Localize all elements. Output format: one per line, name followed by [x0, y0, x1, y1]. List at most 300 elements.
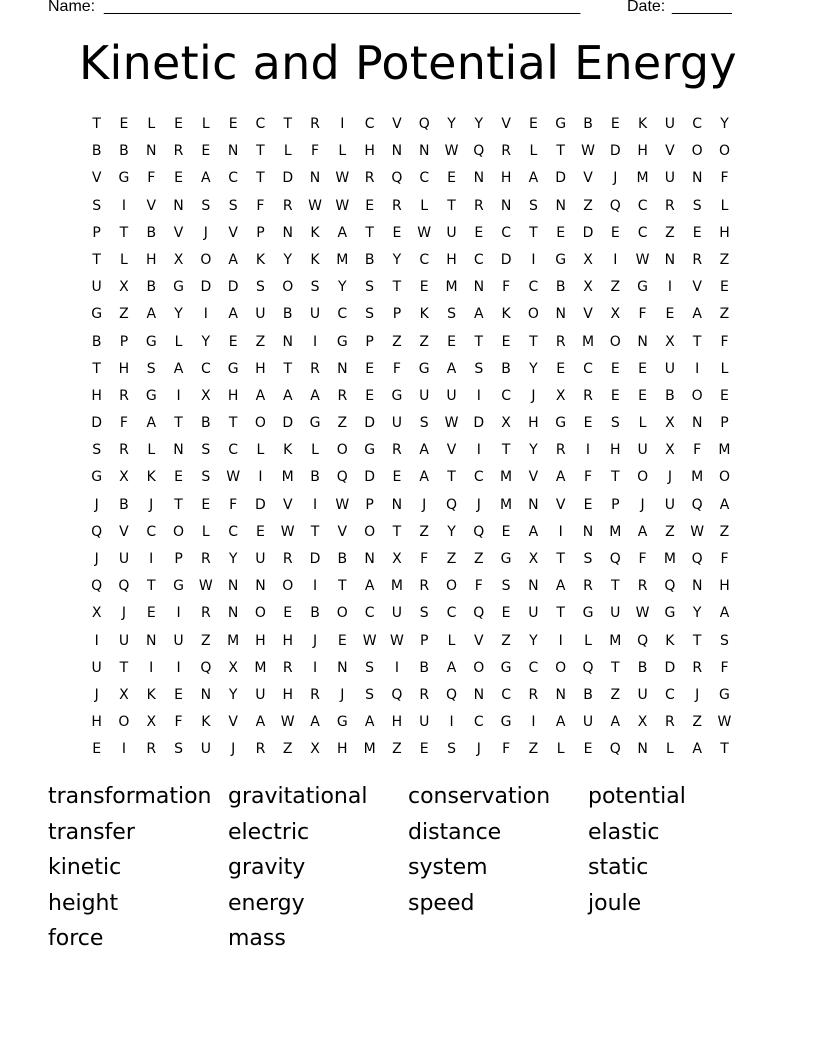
grid-cell: N — [337, 659, 348, 676]
grid-cell: R — [473, 197, 484, 214]
grid-cell: E — [228, 116, 238, 132]
grid-cell: V — [583, 306, 593, 323]
grid-cell: O — [254, 605, 266, 622]
grid-cell: A — [255, 387, 266, 404]
grid-cell: E — [610, 387, 620, 404]
grid-cell: I — [94, 632, 99, 649]
grid-cell: C — [419, 251, 430, 268]
grid-cell: S — [692, 197, 702, 214]
grid-cell: W — [280, 523, 295, 540]
grid-cell: O — [637, 469, 649, 486]
grid-cell: A — [337, 224, 348, 241]
grid-cell: M — [718, 442, 731, 459]
grid-cell: U — [309, 306, 321, 323]
grid-cell: T — [692, 632, 702, 649]
grid-cell: Q — [691, 496, 703, 513]
grid-cell: Q — [582, 659, 594, 676]
grid-cell: Z — [419, 333, 429, 350]
grid-cell: Q — [445, 496, 458, 513]
grid-cell: X — [555, 387, 566, 404]
grid-cell: F — [174, 714, 183, 731]
grid-cell: P — [720, 415, 729, 432]
grid-cell: W — [635, 605, 650, 622]
grid-cell: A — [364, 714, 375, 731]
word-bank-item: gravity — [228, 855, 306, 881]
grid-cell: Z — [255, 333, 266, 350]
word-bank — [48, 779, 768, 957]
grid-cell: K — [146, 469, 156, 486]
grid-cell: N — [227, 143, 239, 160]
grid-cell: G — [500, 714, 512, 731]
grid-cell: N — [691, 170, 703, 187]
grid-cell: N — [337, 360, 348, 377]
grid-cell: Z — [119, 306, 129, 323]
grid-cell: N — [391, 496, 403, 513]
grid-cell: H — [118, 360, 130, 377]
grid-cell: U — [637, 442, 648, 459]
grid-cell: M — [227, 632, 240, 649]
grid-cell: Q — [473, 523, 485, 540]
grid-cell: I — [476, 442, 481, 459]
grid-cell: W — [690, 523, 705, 540]
grid-cell: G — [91, 469, 103, 486]
grid-cell: U — [391, 605, 403, 622]
grid-cell: N — [227, 605, 239, 622]
grid-cell: I — [176, 605, 181, 622]
grid-cell: T — [310, 523, 320, 540]
grid-cell: V — [392, 116, 402, 132]
grid-cell: K — [419, 306, 429, 323]
grid-cell: E — [392, 469, 402, 486]
grid-cell: Q — [609, 197, 621, 214]
grid-cell: O — [336, 605, 348, 622]
grid-cell: R — [200, 605, 211, 622]
grid-cell: I — [476, 387, 481, 404]
grid-cell: Q — [91, 523, 103, 540]
grid-cell: K — [201, 714, 211, 731]
grid-cell: D — [364, 415, 375, 432]
grid-cell: I — [531, 251, 536, 268]
grid-cell: T — [92, 251, 101, 268]
grid-cell: W — [444, 415, 459, 432]
grid-cell: U — [664, 170, 675, 187]
grid-cell: Q — [637, 632, 649, 649]
grid-cell: G — [500, 659, 512, 676]
grid-cell: D — [664, 659, 676, 676]
word-bank-item: kinetic — [48, 855, 122, 881]
grid-cell: B — [119, 496, 129, 513]
grid-cell: G — [637, 279, 649, 296]
grid-cell: G — [336, 333, 348, 350]
grid-cell: R — [583, 387, 593, 404]
date-field-line[interactable]: _______ — [672, 0, 732, 15]
grid-cell: R — [310, 116, 320, 132]
grid-cell: D — [200, 279, 212, 296]
grid-cell: X — [228, 659, 238, 676]
grid-cell: Z — [665, 224, 675, 241]
grid-cell: C — [337, 306, 348, 323]
word-bank-item: speed — [408, 890, 475, 916]
grid-cell: E — [583, 496, 593, 513]
word-bank-item: mass — [228, 926, 286, 952]
grid-cell: Y — [529, 442, 538, 459]
grid-cell: I — [531, 714, 536, 731]
grid-cell: T — [174, 415, 183, 432]
grid-cell: N — [637, 333, 648, 350]
grid-cell: U — [255, 306, 266, 323]
grid-cell: N — [391, 143, 403, 160]
grid-cell: S — [419, 415, 429, 432]
grid-cell: G — [582, 605, 594, 622]
grid-cell: O — [718, 469, 730, 486]
grid-cell: H — [255, 360, 266, 377]
grid-cell: L — [120, 251, 128, 268]
grid-cell: V — [228, 714, 238, 731]
grid-cell: J — [121, 605, 127, 622]
grid-cell: H — [391, 714, 403, 731]
grid-cell: D — [364, 469, 375, 486]
grid-cell: Y — [529, 360, 538, 377]
grid-cell: P — [119, 333, 129, 350]
grid-cell: S — [447, 306, 456, 323]
grid-cell: J — [640, 496, 645, 513]
grid-cell: L — [174, 333, 183, 350]
grid-cell: E — [174, 469, 183, 486]
grid-cell: E — [228, 333, 238, 350]
grid-cell: T — [256, 143, 265, 160]
grid-cell: T — [611, 469, 620, 486]
grid-cell: X — [119, 469, 129, 486]
grid-cell: N — [582, 523, 594, 540]
grid-cell: I — [312, 333, 318, 350]
grid-cell: C — [692, 116, 703, 132]
name-field-line[interactable]: ________________________________________________________ — [104, 0, 580, 15]
grid-cell: U — [664, 116, 675, 132]
grid-cell: F — [147, 170, 156, 187]
grid-cell: Q — [445, 686, 458, 703]
grid-cell: X — [201, 387, 211, 404]
grid-cell: Z — [610, 686, 621, 703]
grid-cell: V — [119, 523, 129, 540]
grid-cell: E — [501, 523, 511, 540]
grid-cell: U — [664, 496, 675, 513]
grid-cell: U — [118, 632, 130, 649]
grid-cell: E — [447, 170, 456, 187]
grid-cell: R — [282, 551, 293, 567]
grid-cell: Y — [447, 116, 456, 132]
grid-cell: T — [146, 578, 156, 595]
grid-cell: S — [255, 279, 265, 296]
grid-cell: T — [556, 551, 565, 567]
grid-cell: S — [419, 605, 429, 622]
grid-cell: G — [391, 387, 403, 404]
grid-cell: N — [146, 632, 157, 649]
grid-cell: A — [282, 387, 293, 404]
grid-cell: L — [283, 143, 292, 160]
grid-cell: G — [145, 387, 157, 404]
grid-cell: Y — [692, 605, 702, 622]
grid-cell: Y — [720, 116, 729, 132]
grid-cell: J — [340, 686, 345, 703]
grid-cell: P — [256, 224, 265, 241]
grid-cell: S — [501, 578, 511, 595]
grid-cell: A — [310, 387, 320, 404]
grid-cell: U — [446, 224, 457, 241]
grid-cell: A — [419, 469, 429, 486]
grid-cell: G — [227, 360, 239, 377]
grid-cell: I — [312, 496, 318, 513]
grid-cell: C — [583, 360, 593, 377]
grid-cell: P — [392, 306, 402, 323]
grid-cell: J — [94, 551, 99, 567]
grid-cell: A — [201, 170, 211, 187]
grid-cell: D — [582, 224, 594, 241]
grid-cell: X — [583, 279, 593, 296]
grid-cell: M — [500, 469, 513, 486]
grid-cell: F — [502, 741, 511, 758]
grid-cell: T — [338, 578, 347, 595]
grid-cell: G — [118, 170, 130, 187]
grid-cell: J — [312, 632, 318, 649]
grid-cell: N — [528, 496, 539, 513]
grid-cell: D — [227, 279, 239, 296]
grid-cell: V — [446, 442, 457, 459]
grid-cell: J — [231, 741, 236, 758]
grid-cell: R — [419, 686, 430, 703]
grid-cell: E — [610, 116, 620, 132]
grid-cell: J — [531, 387, 536, 404]
grid-cell: S — [365, 686, 375, 703]
grid-cell: Y — [174, 306, 183, 323]
grid-cell: H — [282, 632, 293, 649]
grid-cell: R — [583, 578, 593, 595]
grid-cell: R — [392, 197, 402, 214]
grid-cell: W — [226, 469, 241, 486]
grid-cell: R — [310, 360, 320, 377]
grid-cell: Q — [200, 659, 212, 676]
grid-cell: R — [528, 686, 539, 703]
grid-cell: E — [365, 197, 375, 214]
grid-cell: U — [664, 360, 675, 377]
grid-cell: E — [174, 686, 183, 703]
grid-cell: X — [583, 251, 593, 268]
grid-cell: Y — [228, 551, 238, 567]
grid-cell: Q — [418, 116, 430, 132]
grid-cell: T — [611, 578, 620, 595]
grid-cell: Q — [118, 578, 130, 595]
grid-cell: E — [201, 496, 211, 513]
grid-cell: T — [720, 741, 729, 758]
grid-cell: A — [555, 469, 566, 486]
grid-cell: J — [94, 496, 99, 513]
grid-cell: N — [200, 686, 212, 703]
grid-cell: M — [390, 578, 403, 595]
grid-cell: M — [500, 496, 513, 513]
word-bank-item: transfer — [48, 819, 135, 845]
grid-cell: V — [555, 496, 566, 513]
grid-cell: N — [282, 333, 293, 350]
grid-cell: S — [201, 197, 211, 214]
word-bank-item: electric — [228, 819, 310, 845]
grid-cell: E — [665, 306, 675, 323]
grid-cell: B — [310, 469, 320, 486]
grid-cell: H — [500, 170, 512, 187]
grid-cell: I — [176, 659, 181, 676]
word-bank-item: force — [48, 926, 104, 952]
grid-cell: F — [720, 551, 729, 567]
grid-cell: T — [501, 442, 511, 459]
grid-cell: W — [198, 578, 213, 595]
grid-cell: C — [364, 605, 375, 622]
grid-cell: F — [392, 360, 401, 377]
grid-cell: Y — [228, 686, 238, 703]
grid-cell: E — [583, 415, 593, 432]
grid-cell: C — [419, 170, 430, 187]
grid-cell: C — [446, 605, 457, 622]
word-bank-item: elastic — [588, 819, 660, 845]
grid-cell: B — [665, 387, 675, 404]
grid-cell: Q — [473, 143, 485, 160]
grid-cell: Z — [719, 523, 730, 540]
grid-cell: G — [555, 116, 567, 132]
grid-cell: C — [637, 197, 648, 214]
grid-cell: B — [583, 116, 593, 132]
grid-cell: Z — [719, 306, 730, 323]
word-bank-item: gravitational — [228, 784, 368, 809]
grid-cell: V — [583, 170, 593, 187]
word-bank-item: distance — [408, 819, 502, 845]
grid-cell: X — [528, 551, 539, 567]
grid-cell: J — [667, 469, 672, 486]
grid-cell: A — [528, 170, 539, 187]
grid-cell: L — [147, 116, 156, 132]
grid-cell: A — [637, 523, 648, 540]
grid-cell: A — [474, 306, 484, 323]
grid-cell: T — [692, 333, 702, 350]
grid-cell: F — [502, 279, 511, 296]
grid-cell: T — [556, 605, 565, 622]
grid-cell: K — [310, 251, 320, 268]
grid-cell: X — [310, 741, 320, 758]
grid-cell: M — [609, 523, 622, 540]
grid-cell: P — [611, 496, 620, 513]
grid-cell: Q — [691, 551, 703, 567]
grid-cell: I — [149, 551, 154, 567]
grid-cell: T — [119, 224, 129, 241]
grid-cell: R — [119, 387, 129, 404]
grid-cell: D — [473, 415, 485, 432]
grid-cell: O — [473, 659, 485, 676]
grid-cell: H — [719, 578, 730, 595]
grid-cell: H — [337, 741, 348, 758]
grid-cell: J — [476, 741, 481, 758]
grid-cell: B — [91, 333, 102, 350]
grid-cell: E — [92, 741, 102, 758]
grid-cell: S — [474, 360, 484, 377]
grid-cell: S — [92, 442, 102, 459]
grid-cell: E — [610, 360, 620, 377]
grid-cell: I — [121, 741, 127, 758]
grid-cell: E — [720, 387, 729, 404]
grid-cell: N — [500, 197, 512, 214]
grid-cell: L — [720, 360, 729, 377]
grid-cell: S — [92, 197, 102, 214]
grid-cell: N — [146, 143, 157, 160]
grid-cell: J — [203, 224, 208, 241]
grid-cell: Y — [447, 523, 456, 540]
grid-cell: E — [201, 143, 211, 160]
grid-cell: J — [94, 686, 99, 703]
grid-cell: S — [201, 469, 211, 486]
grid-cell: U — [91, 279, 102, 296]
grid-cell: G — [664, 605, 676, 622]
grid-cell: M — [636, 170, 649, 187]
grid-cell: E — [638, 360, 648, 377]
grid-cell: A — [255, 714, 266, 731]
grid-cell: T — [365, 224, 374, 241]
grid-cell: W — [362, 632, 377, 649]
grid-cell: T — [447, 197, 456, 214]
grid-cell: K — [501, 306, 511, 323]
grid-cell: R — [282, 659, 293, 676]
grid-cell: J — [149, 496, 154, 513]
grid-cell: W — [635, 251, 650, 268]
grid-cell: D — [309, 551, 321, 567]
grid-cell: E — [583, 741, 593, 758]
grid-cell: Q — [391, 170, 403, 187]
grid-cell: B — [337, 551, 348, 567]
grid-cell: U — [173, 632, 184, 649]
grid-cell: A — [719, 605, 730, 622]
grid-cell: A — [692, 306, 702, 323]
grid-cell: Z — [719, 251, 730, 268]
grid-cell: A — [310, 714, 320, 731]
grid-cell: M — [336, 251, 349, 268]
grid-cell: T — [392, 523, 402, 540]
grid-cell: F — [420, 551, 429, 567]
grid-cell: R — [692, 659, 703, 676]
grid-cell: N — [555, 306, 566, 323]
grid-cell: T — [556, 143, 565, 160]
grid-cell: L — [447, 632, 456, 649]
grid-cell: C — [501, 387, 511, 404]
grid-cell: C — [473, 714, 484, 731]
grid-cell: R — [255, 741, 266, 758]
grid-cell: C — [364, 116, 375, 132]
grid-cell: G — [173, 279, 184, 296]
grid-cell: E — [474, 224, 484, 241]
grid-cell: O — [691, 143, 703, 160]
grid-cell: I — [258, 469, 263, 486]
grid-cell: U — [200, 741, 211, 758]
grid-cell: S — [720, 632, 729, 649]
grid-cell: X — [91, 605, 102, 622]
grid-cell: S — [583, 551, 593, 567]
grid-cell: E — [419, 279, 429, 296]
grid-cell: T — [474, 333, 484, 350]
grid-cell: H — [637, 143, 648, 160]
grid-cell: I — [121, 197, 127, 214]
grid-cell: Q — [609, 741, 621, 758]
grid-cell: V — [146, 197, 157, 214]
grid-cell: U — [446, 387, 457, 404]
grid-cell: X — [119, 686, 129, 703]
grid-cell: I — [203, 306, 208, 323]
grid-cell: Z — [201, 632, 211, 649]
grid-cell: K — [283, 442, 293, 459]
grid-cell: G — [500, 551, 512, 567]
grid-cell: Q — [609, 551, 621, 567]
